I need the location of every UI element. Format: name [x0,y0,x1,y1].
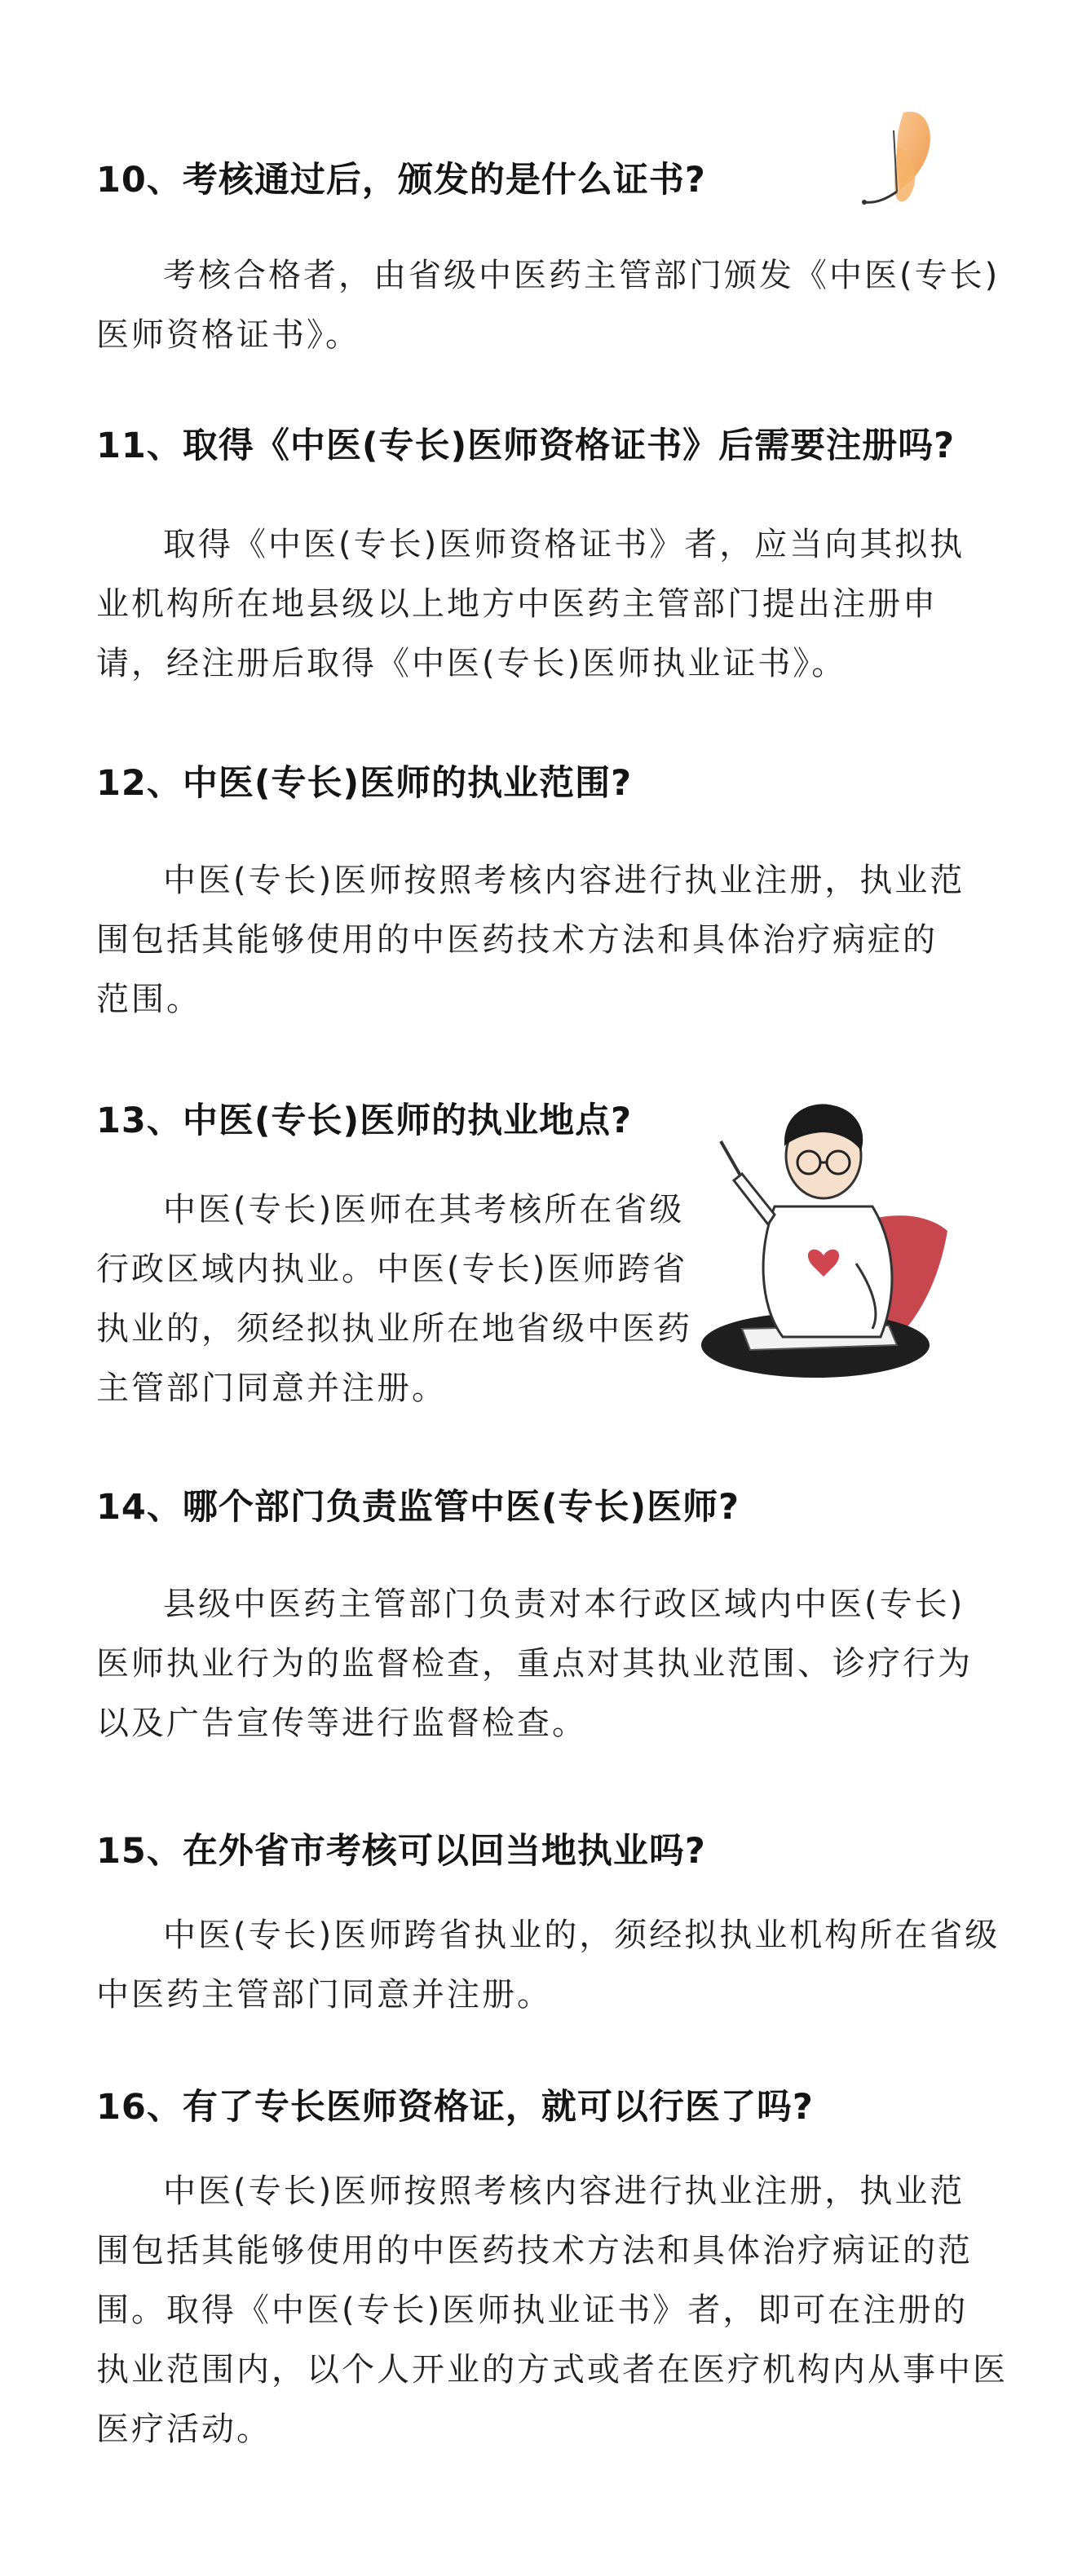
answer-line: 以及广告宣传等进行监督检查。 [96,1705,587,1742]
question-heading: 16、有了专长医师资格证，就可以行医了吗? [96,2087,814,2128]
answer-line: 行政区域内执业。中医(专长)医师跨省 [96,1251,688,1288]
question-heading: 15、在外省市考核可以回当地执业吗? [96,1831,706,1872]
answer-text [96,1906,1000,2025]
answer-line: 业机构所在地县级以上地方中医药主管部门提出注册申 [96,585,938,623]
question-heading: 10、考核通过后，颁发的是什么证书? [96,160,706,201]
answer-line: 取得《中医(专长)医师资格证书》者，应当向其拟执 [163,526,965,563]
answer-line: 中医(专长)医师在其考核所在省级 [163,1191,685,1228]
answer-line: 围包括其能够使用的中医药技术方法和具体治疗病症的 [96,921,938,959]
qa-item-15 [96,1828,1000,2025]
answer-line: 执业范围内，以个人开业的方式或者在医疗机构内从事中医 [96,2351,1008,2389]
answer-text [96,515,965,694]
question-heading: 13、中医(专长)医师的执业地点? [96,1101,633,1141]
answer-text [96,1180,692,1418]
answer-line: 中医(专长)医师跨省执业的，须经拟执业机构所在省级 [163,1917,1000,1954]
question-heading: 14、哪个部门负责监管中医(专长)医师? [96,1487,740,1528]
qa-item-12 [96,760,965,1030]
answer-line: 中医药主管部门同意并注册。 [96,1976,552,2014]
qa-item-11 [96,422,965,694]
answer-line: 中医(专长)医师按照考核内容进行执业注册，执业范 [163,862,965,899]
qa-item-10 [96,157,1000,365]
qa-item-16 [96,2084,1008,2459]
answer-line: 请，经注册后取得《中医(专长)医师执业证书》。 [96,645,847,682]
answer-line: 主管部门同意并注册。 [96,1370,447,1407]
answer-text [96,246,1000,365]
answer-line: 医师资格证书》。 [96,316,360,354]
answer-line: 执业的，须经拟执业所在地省级中医药 [96,1310,692,1348]
doctor-illustration-icon [693,1084,962,1394]
answer-text [96,1575,973,1753]
answer-line: 医师执业行为的监督检查，重点对其执业范围、诊疗行为 [96,1645,973,1683]
qa-item-14 [96,1484,973,1753]
question-heading: 12、中医(专长)医师的执业范围? [96,763,633,804]
question-heading: 11、取得《中医(专长)医师资格证书》后需要注册吗? [96,426,956,466]
answer-line: 考核合格者，由省级中医药主管部门颁发《中医(专长) [163,257,1000,294]
answer-line: 中医(专长)医师按照考核内容进行执业注册，执业范 [163,2172,965,2210]
answer-line: 范围。 [96,981,201,1018]
answer-text [96,851,965,1030]
qa-item-13 [96,1097,692,1418]
answer-line: 医疗活动。 [96,2411,272,2448]
answer-text [96,2162,1008,2459]
answer-line: 县级中医药主管部门负责对本行政区域内中医(专长) [163,1586,965,1623]
answer-line: 围。取得《中医(专长)医师执业证书》者，即可在注册的 [96,2291,969,2329]
answer-line: 围包括其能够使用的中医药技术方法和具体治疗病证的范 [96,2232,973,2269]
